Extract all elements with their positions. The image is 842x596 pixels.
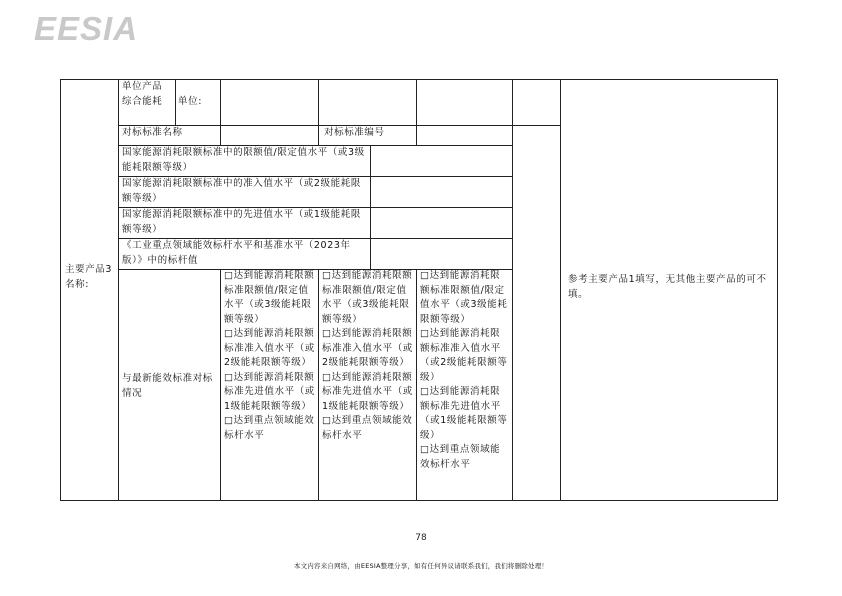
comparison-label: 与最新能效标准对标情况 (122, 373, 213, 399)
energy-benchmark-table (60, 79, 778, 501)
option-benchmark-checkbox[interactable]: □达到重点领域能效标杆水平 (322, 415, 413, 441)
benchmark-name-label: 对标标准名称 (122, 127, 183, 138)
divider (220, 269, 221, 501)
benchmark-number-label: 对标标准编号 (324, 127, 385, 138)
divider (560, 79, 561, 501)
product-name-label: 主要产品3名称: (65, 264, 113, 290)
page-number: 78 (415, 533, 427, 543)
options-column-1 (222, 269, 317, 499)
option-entry-checkbox[interactable]: □达到能源消耗限额标准准入值水平（或2级能耗限额等级） (420, 328, 508, 383)
note-text: 参考主要产品1填写，无其他主要产品的可不填。 (568, 274, 767, 300)
option-benchmark-checkbox[interactable]: □达到重点领域能效标杆水平 (420, 444, 501, 470)
option-limit-checkbox[interactable]: □达到能源消耗限额标准限额值/限定值水平（或3级能耗限额等级） (224, 270, 315, 325)
option-limit-checkbox[interactable]: □达到能源消耗限额标准限额值/限定值水平（或3级能耗限额等级） (420, 270, 508, 325)
options-column-2 (320, 269, 415, 499)
option-advanced-checkbox[interactable]: □达到能源消耗限额标准先进值水平（或1级能耗限额等级） (224, 371, 315, 412)
entry-level-label: 国家能源消耗限额标准中的准入值水平（或2级能耗限额等级） (122, 178, 361, 204)
eesia-logo: EESIA (34, 10, 139, 47)
table-bottom-border (60, 500, 778, 501)
option-limit-checkbox[interactable]: □达到能源消耗限额标准限额值/限定值水平（或3级能耗限额等级） (322, 270, 413, 325)
unit-label: 单位: (178, 96, 203, 107)
limit-level-label: 国家能源消耗限额标准中的限额值/限定值水平（或3级能耗限额等级） (122, 147, 365, 173)
footer-disclaimer: 本文内容来自网络，由EESIA整理分享，如有任何异议请联系我们，我们将删除处理！ (293, 562, 549, 570)
unit-consumption-label: 单位产品综合能耗 (122, 81, 163, 107)
key-field-benchmark-label: 《工业重点领域能效标杆水平和基准水平（2023年版）》中的标杆值 (122, 240, 351, 266)
divider (318, 269, 319, 501)
option-advanced-checkbox[interactable]: □达到能源消耗限额标准先进值水平（或1级能耗限额等级） (322, 371, 413, 412)
divider (512, 79, 513, 501)
option-advanced-checkbox[interactable]: □达到能源消耗限额标准先进值水平（或1级能耗限额等级） (420, 386, 508, 441)
divider (416, 79, 417, 145)
option-entry-checkbox[interactable]: □达到能源消耗限额标准准入值水平（或2级能耗限额等级） (322, 328, 413, 368)
table-left-border (60, 79, 61, 501)
table-right-border (777, 79, 778, 501)
divider (416, 269, 417, 501)
option-benchmark-checkbox[interactable]: □达到重点领域能效标杆水平 (224, 415, 315, 441)
divider (318, 79, 319, 145)
divider (220, 79, 221, 145)
options-column-3 (418, 269, 511, 499)
option-entry-checkbox[interactable]: □达到能源消耗限额标准准入值水平（或2级能耗限额等级） (224, 328, 315, 368)
advanced-level-label: 国家能源消耗限额标准中的先进值水平（或1级能耗限额等级） (122, 209, 361, 235)
